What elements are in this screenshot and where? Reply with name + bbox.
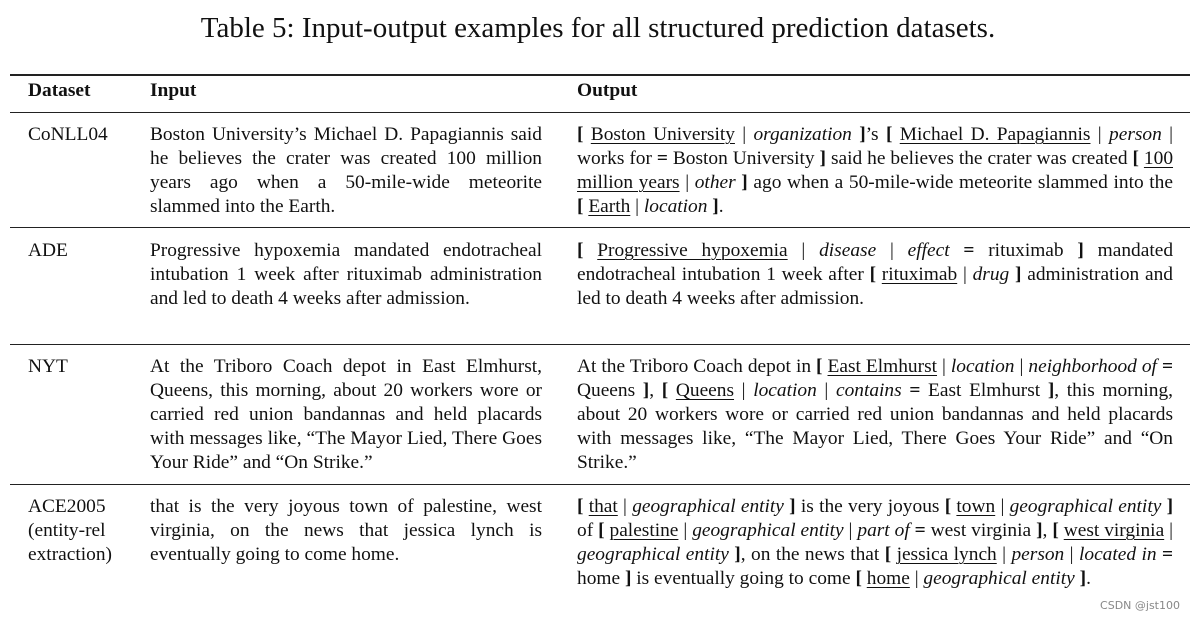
row-ade-dataset: ADE: [28, 240, 68, 261]
entity-span: home: [866, 568, 910, 589]
row-nyt-output: [577, 355, 1173, 475]
text-span: rituximab: [988, 240, 1064, 261]
bracket-span: ]: [1040, 380, 1055, 401]
entity-span: palestine: [609, 520, 679, 541]
entity-span: town: [956, 496, 996, 517]
bracket-span: ]: [1161, 496, 1174, 517]
bracket-span: =: [651, 148, 673, 169]
bracket-span: [: [577, 124, 591, 145]
row-nyt-input: At the Triboro Coach depot in East Elmhurst, Queens, this morning, about 20 workers wore or carried red union bandannas and held placards with messages like, “The Mayor Lied, There Goes Your Ride” and “On Strike.”: [150, 356, 542, 473]
header-output: Output: [577, 80, 638, 101]
text-span: is the very joyous: [795, 496, 945, 517]
label-span: organization: [753, 124, 852, 145]
text-span: At the Triboro Coach depot in: [577, 356, 817, 377]
row-conll04-input: Boston University’s Michael D. Papagiannis said he believes the crater was created 100 million years ago when a 50-mile-wide meteorite slammed into the Earth.: [150, 124, 542, 217]
row-ade-output: [577, 239, 1173, 311]
text-span: |: [957, 264, 973, 285]
text-span: |: [843, 520, 858, 541]
text-span: |: [996, 544, 1012, 565]
label-span: contains: [835, 380, 902, 401]
text-span: |: [909, 568, 924, 589]
bracket-span: ]: [1063, 240, 1084, 261]
bracket-span: ]: [814, 148, 827, 169]
text-span: East Elmhurst: [928, 380, 1041, 401]
label-span: drug: [972, 264, 1010, 285]
label-span: location: [643, 196, 708, 217]
bracket-span: ]: [620, 568, 632, 589]
label-span: effect: [907, 240, 950, 261]
text-span: ,: [649, 380, 662, 401]
label-span: person: [1109, 124, 1162, 145]
label-span: geographical entity: [692, 520, 844, 541]
bracket-span: ]: [735, 172, 748, 193]
text-span: west virginia: [930, 520, 1032, 541]
entity-span: East Elmhurst: [827, 356, 938, 377]
row-ace2005-input: that is the very joyous town of palestine, west virginia, on the news that jessica lynch is eventually going to come home.: [150, 496, 542, 565]
entity-span: west virginia: [1063, 520, 1165, 541]
text-span: said he believes the crater was created: [826, 148, 1133, 169]
label-span: located in: [1078, 544, 1157, 565]
row-ace2005-dataset: ACE2005 (entity-rel extraction): [28, 496, 112, 565]
entity-span: that: [588, 496, 618, 517]
bracket-span: ]: [783, 496, 796, 517]
row-conll04-dataset: CoNLL04: [28, 124, 108, 145]
text-span: .: [1086, 568, 1091, 589]
text-span: |: [1161, 124, 1174, 145]
bracket-span: =: [1156, 356, 1173, 377]
text-span: |: [617, 496, 633, 517]
text-span: works for: [577, 148, 652, 169]
bracket-span: [: [816, 356, 828, 377]
bracket-span: ]: [728, 544, 741, 565]
bracket-span: [: [885, 124, 900, 145]
row-divider: [10, 227, 1190, 228]
text-span: |: [678, 520, 693, 541]
text-span: |: [1164, 520, 1174, 541]
top-rule: [10, 74, 1190, 76]
text-span: ,: [1042, 520, 1053, 541]
text-span: mandated endotracheal intubation 1 week after: [577, 240, 1174, 285]
text-span: .: [718, 196, 724, 217]
entity-span: 100 million years: [577, 148, 1174, 193]
entity-span: Michael D. Papagiannis: [899, 124, 1091, 145]
text-span: , this morning, about 20 workers wore or carried red union bandannas and held placards with messages like, “The Mayor Lied, There Goes Your Ride” and “On Strike.”: [577, 380, 1174, 473]
bracket-span: ]: [1074, 568, 1087, 589]
bracket-span: =: [901, 380, 929, 401]
text-span: |: [1064, 544, 1079, 565]
entity-span: rituximab: [881, 264, 958, 285]
bracket-span: [: [869, 264, 882, 285]
text-span: home: [577, 568, 621, 589]
label-span: location: [950, 356, 1015, 377]
bracket-span: [: [855, 568, 867, 589]
row-nyt-dataset: NYT: [28, 356, 68, 377]
text-span: ’s: [865, 124, 886, 145]
text-span: |: [1090, 124, 1110, 145]
bracket-span: ]: [1031, 520, 1043, 541]
bracket-span: [: [577, 496, 589, 517]
text-span: |: [734, 380, 754, 401]
text-span: of: [577, 520, 599, 541]
entity-span: Queens: [675, 380, 735, 401]
label-span: disease: [819, 240, 877, 261]
bracket-span: [: [598, 520, 610, 541]
bracket-span: =: [909, 520, 931, 541]
text-span: |: [816, 380, 836, 401]
text-span: |: [734, 124, 754, 145]
label-span: geographical entity: [1009, 496, 1162, 517]
label-span: geographical entity: [923, 568, 1075, 589]
label-span: person: [1011, 544, 1065, 565]
text-span: |: [787, 240, 820, 261]
bracket-span: [: [577, 196, 589, 217]
row-divider: [10, 344, 1190, 345]
row-conll04-output: [577, 123, 1173, 219]
text-span: administration and led to death 4 weeks after admission.: [577, 264, 1173, 309]
entity-span: Progressive hypoxemia: [597, 240, 788, 261]
watermark: CSDN @jst100: [1100, 599, 1180, 612]
header-input: Input: [150, 80, 197, 101]
label-span: geographical entity: [577, 544, 729, 565]
entity-span: jessica lynch: [896, 544, 997, 565]
label-span: location: [753, 380, 817, 401]
text-span: Boston University: [672, 148, 815, 169]
header-rule: [10, 112, 1190, 113]
bracket-span: [: [577, 240, 598, 261]
bracket-span: =: [1156, 544, 1174, 565]
bracket-span: ]: [1009, 264, 1022, 285]
row-ade-input: Progressive hypoxemia mandated endotracheal intubation 1 week after rituximab administration and led to death 4 weeks after admission.: [150, 240, 542, 309]
text-span: Queens: [577, 380, 636, 401]
row-divider: [10, 484, 1190, 485]
row-ace2005-output: [577, 495, 1173, 591]
bracket-span: [: [661, 380, 676, 401]
entity-span: Earth: [588, 196, 631, 217]
label-span: geographical entity: [632, 496, 784, 517]
text-span: is eventually going to come: [631, 568, 856, 589]
bracket-span: [: [1132, 148, 1144, 169]
text-span: |: [937, 356, 951, 377]
bracket-span: =: [949, 240, 989, 261]
entity-span: Boston University: [590, 124, 735, 145]
text-span: |: [995, 496, 1010, 517]
text-span: , on the news that: [740, 544, 885, 565]
bracket-span: [: [884, 544, 897, 565]
label-span: other: [694, 172, 736, 193]
text-span: |: [679, 172, 695, 193]
bracket-span: ]: [851, 124, 866, 145]
text-span: |: [876, 240, 908, 261]
bracket-span: [: [944, 496, 957, 517]
text-span: |: [1014, 356, 1029, 377]
text-span: |: [630, 196, 644, 217]
bracket-span: ]: [635, 380, 650, 401]
table-caption: Table 5: Input-output examples for all structured prediction datasets.: [200, 12, 996, 44]
bracket-span: [: [1052, 520, 1064, 541]
header-dataset: Dataset: [28, 80, 91, 101]
label-span: part of: [857, 520, 910, 541]
bracket-span: ]: [707, 196, 719, 217]
label-span: neighborhood of: [1028, 356, 1157, 377]
text-span: ago when a 50-mile-wide meteorite slammed into the: [747, 172, 1173, 193]
